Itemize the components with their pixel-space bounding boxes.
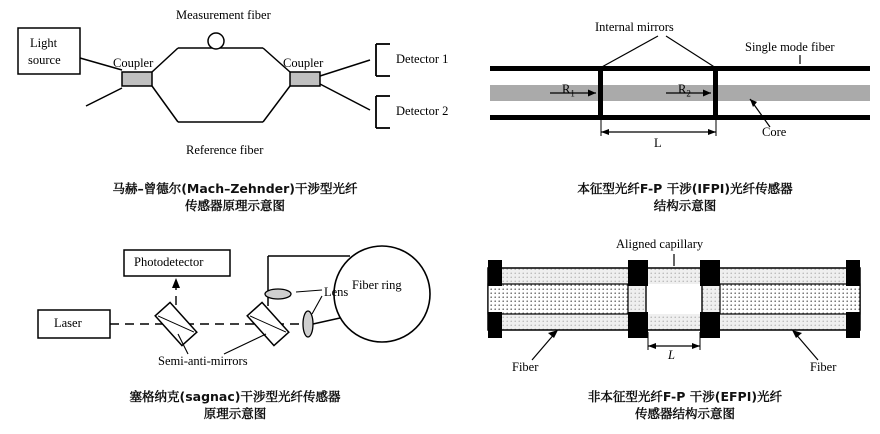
- ifpi-length-label: L: [654, 136, 662, 150]
- figure-sagnac: [0, 232, 470, 382]
- ifpi-r1-sub: 1: [570, 88, 575, 99]
- mz-reference-fiber-label: Reference fiber: [186, 143, 264, 157]
- efpi-fiber-left-label: Fiber: [512, 360, 539, 374]
- figure-mach-zehnder: [0, 0, 470, 180]
- ifpi-r2-sub: 2: [686, 88, 691, 99]
- ifpi-r2-label: [678, 82, 691, 99]
- mz-measurement-fiber-label: Measurement fiber: [176, 8, 271, 22]
- sagnac-lens-label: Lens: [324, 285, 349, 299]
- ifpi-r2-base: R: [678, 82, 687, 96]
- ifpi-internal-mirrors-label: Internal mirrors: [595, 20, 674, 34]
- mz-detector2-label: Detector 2: [396, 104, 449, 118]
- ifpi-r1-base: R: [562, 82, 571, 96]
- caption-efpi-line2: 传感器结构示意图: [634, 406, 735, 421]
- ifpi-core-label: Core: [762, 125, 787, 139]
- figure-efpi: [470, 232, 880, 382]
- mz-light-source-label-line2: source: [28, 53, 61, 67]
- ifpi-r1-label: [562, 82, 575, 99]
- sagnac-photodetector-label: Photodetector: [134, 255, 204, 269]
- caption-efpi: [520, 388, 850, 422]
- caption-ifpi-line1: 本征型光纤F-P 干涉(IFPI)光纤传感器: [577, 181, 793, 196]
- caption-ifpi: [520, 180, 850, 214]
- sagnac-semi-anti-mirrors-label: Semi-anti-mirrors: [158, 354, 248, 368]
- efpi-length-label: L: [668, 348, 675, 362]
- mz-light-source-label-line1: Light: [30, 36, 58, 50]
- figure-ifpi: [470, 0, 880, 180]
- ifpi-single-mode-fiber-label: Single mode fiber: [745, 40, 835, 54]
- mz-coupler-right-label: Coupler: [283, 56, 324, 70]
- mz-detector1-label: Detector 1: [396, 52, 449, 66]
- caption-mach-zehnder: [40, 180, 430, 214]
- sagnac-laser-label: Laser: [54, 316, 82, 330]
- caption-mach-zehnder-line1: 马赫–曾德尔(Mach–Zehnder)干涉型光纤: [112, 181, 358, 196]
- caption-efpi-line1: 非本征型光纤F-P 干涉(EFPI)光纤: [587, 389, 783, 404]
- caption-sagnac-line2: 原理示意图: [203, 406, 267, 421]
- caption-sagnac-line1: 塞格纳克(sagnac)干涉型光纤传感器: [129, 389, 341, 404]
- caption-ifpi-line2: 结构示意图: [653, 198, 717, 213]
- efpi-fiber-right-label: Fiber: [810, 360, 837, 374]
- sagnac-fiber-ring-label: Fiber ring: [352, 278, 402, 292]
- caption-mach-zehnder-line2: 传感器原理示意图: [184, 198, 285, 213]
- caption-sagnac: [40, 388, 430, 422]
- ifpi-drawing: [470, 0, 880, 180]
- efpi-aligned-capillary-label: Aligned capillary: [616, 237, 704, 251]
- mz-coupler-left-label: Coupler: [113, 56, 154, 70]
